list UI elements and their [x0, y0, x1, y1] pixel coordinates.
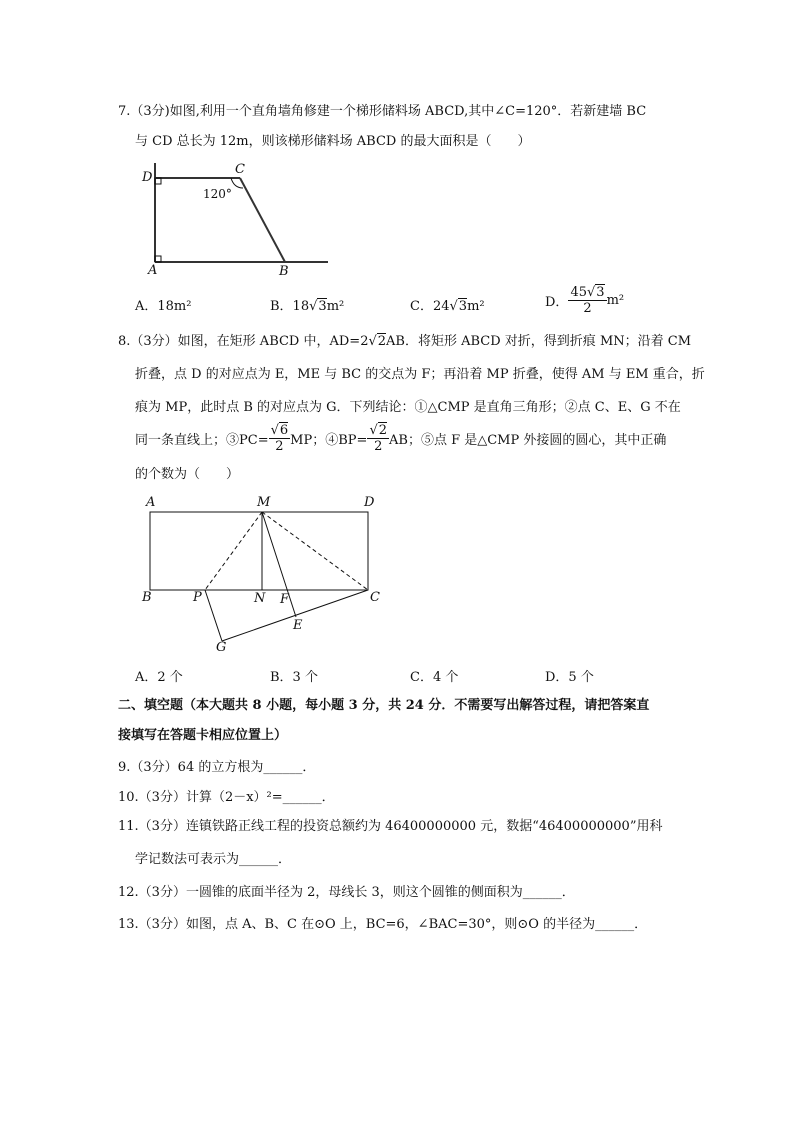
- angle-label: 120°: [203, 187, 232, 201]
- q8-line1: 8.（3分）如图，在矩形 ABCD 中，AD=2√2AB．将矩形 ABCD 对折，得到折痕 MN；沿着 CM: [118, 334, 692, 349]
- q11-line2: 学记数法可表示为______．: [135, 852, 292, 867]
- label-m: M: [257, 495, 271, 510]
- q13: 13.（3分）如图，点 A、B、C 在⊙O 上，BC=6，∠BAC=30°，则⊙O 的半径为______．: [118, 917, 648, 932]
- label-a: A: [146, 495, 156, 510]
- q8-option-b: B．3 个: [270, 670, 318, 685]
- label-d: D: [364, 495, 375, 510]
- q8-line4: 同一条直线上；③PC= $\frac{√6}{2}$ MP；④BP= $\frac{√2}{2}$ AB；⑤点 F 是△CMP 外接圆的圆心，其中正确: [135, 423, 667, 454]
- label-d: D: [142, 170, 153, 185]
- label-p: P: [193, 590, 202, 605]
- q8-line5: 的个数为（ ）: [135, 467, 240, 482]
- label-g: G: [216, 640, 227, 655]
- q8-option-c: C．4 个: [410, 670, 459, 685]
- label-f: F: [280, 592, 290, 607]
- q7-option-b: B．18√3m²: [270, 299, 345, 314]
- label-b: B: [142, 590, 152, 605]
- label-c: C: [235, 162, 245, 177]
- q7-option-c: C．24√3m²: [410, 299, 485, 314]
- label-a: A: [148, 263, 158, 278]
- q7-option-d: D． $\frac{45√3}{2}$ m²: [545, 285, 625, 316]
- label-b: B: [279, 264, 289, 279]
- q7-line1: 7.（3分)如图,利用一个直角墙角修建一个梯形储料场 ABCD,其中∠C=120°．若新建墙 BC: [118, 104, 647, 119]
- q11-line1: 11.（3分）连镇铁路正线工程的投资总额约为 46400000000 元，数据“46400000000”用科: [118, 819, 663, 834]
- label-n: N: [254, 591, 266, 606]
- q7-line2: 与 CD 总长为 12m，则该梯形储料场 ABCD 的最大面积是（ ）: [135, 134, 531, 149]
- q10: 10.（3分）计算（2－x）²=______．: [118, 790, 335, 805]
- q8-line3: 痕为 MP，此时点 B 的对应点为 G．下列结论：①△CMP 是直角三角形；②点 C、E、G 不在: [135, 400, 681, 415]
- q8-line2: 折叠，点 D 的对应点为 E，ME 与 BC 的交点为 F；再沿着 MP 折叠，使得 AM 与 EM 重合，折: [135, 367, 705, 382]
- label-c: C: [370, 590, 380, 605]
- q8-option-d: D．5 个: [545, 670, 594, 685]
- section2-heading-cont: 接填写在答题卡相应位置上）: [118, 728, 288, 743]
- q12: 12.（3分）一圆锥的底面半径为 2，母线长 3，则这个圆锥的侧面积为______．: [118, 885, 575, 900]
- q7-option-a: A．18m²: [135, 299, 192, 314]
- q9: 9.（3分）64 的立方根为______．: [118, 760, 316, 775]
- section2-heading: 二、填空题（本大题共 8 小题，每小题 3 分，共 24 分．不需要写出解答过程，请把答案直: [118, 698, 650, 713]
- label-e: E: [293, 618, 303, 633]
- q8-option-a: A．2 个: [135, 670, 183, 685]
- q8-figure: [150, 512, 368, 641]
